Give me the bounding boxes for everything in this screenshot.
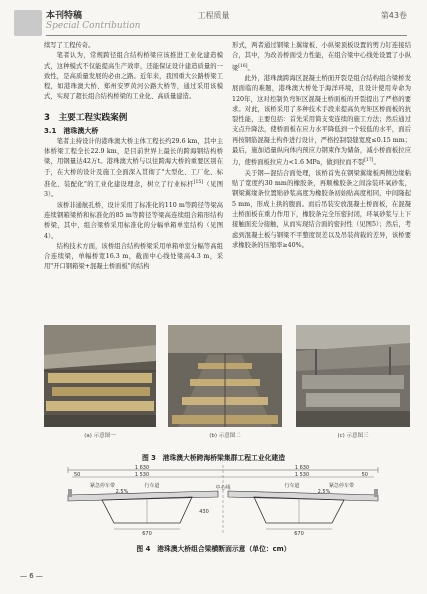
photo-b (168, 325, 282, 427)
paragraph (232, 74, 411, 169)
figure-3-caption: 图 3 港珠澳大桥跨海桥梁集群工程工业化建造 (141, 454, 286, 462)
section-heading: 3 主要工程实践案例 (44, 112, 128, 123)
issue-label: 第43卷 (380, 11, 407, 20)
citation[interactable]: [17] (364, 158, 374, 164)
subcaption-a: (a) 示意图一 (84, 433, 116, 439)
slope-right: 2.5% (317, 489, 331, 495)
subsection-heading: 3.1 港珠澳大桥 (44, 126, 99, 135)
paragraph-text: 笔者主持设计的港珠澳大桥主体工程长约29.6 km，其中主体桥梁工程全长22.9 km，是目前世界上最长的跨海钢结构桥梁，用钢量达42万t。港珠澳大桥与以往跨海大桥的重要区别在于，在大桥的设计及施工全面深入贯彻了"大型化、工厂化、标准化、装配化"的工业化建设理念，树立了行业标杆 (44, 137, 223, 189)
dim-top-right: 1 630 (294, 465, 310, 471)
lane-right: 行车道 (284, 483, 300, 489)
dim-height: 430 (199, 509, 209, 515)
column-name-en: Special Contribution (46, 21, 141, 31)
factory-interior-photo (44, 325, 156, 427)
paragraph-text: 。 (373, 159, 380, 167)
figure-4-caption: 图 4 港珠澳大桥组合梁横断面示意（单位：cm） (136, 545, 291, 553)
dim-top-left: 1 630 (134, 465, 150, 471)
cross-section-diagram (62, 465, 384, 537)
figure-3 (44, 325, 410, 445)
paragraph (44, 137, 223, 201)
paragraph: 该桥非通航孔桥，设计采用了标准化的110 m等跨径等梁高连续钢箱梁桥和标准化的85 m等跨径等梁高连续组合箱形结构桥梁，其中，组合梁桥采用标准化的分幅单箱单室结构（见图4）。 (44, 201, 223, 240)
girder-yard-photo (296, 325, 410, 427)
figure-4 (62, 465, 384, 537)
assembly-line-photo (168, 325, 282, 427)
column-name: 本刊特稿 (46, 11, 83, 21)
dim-guard-left: 50 (74, 472, 81, 478)
paragraph: 关于钢—混结合面处理，该桥首先在钢梁翼缘板两侧边缘粘贴了宽度约30 mm的橡胶条，再顺橡胶条之间涂装环氧砂浆，钢梁翼缘条位置贴砂浆高度为橡胶条初始贴高度相同，中间隆起5 mm，形成上拱的腹面。而后吊装安放混凝土桥面板，在混凝土桥面板在重力作用下，橡胶条完全压密封闭，环氧砂浆与上下接触面充分接触，从而实现结合面的密封性（见图5）；然后，考虑到混凝土板与钢梁不平整度误差以及吊装荷载的差异，该桥要求橡胶条的压缩率≥40%。 (232, 169, 411, 249)
citation[interactable]: [15] (193, 179, 204, 185)
dim-mid-right: 1 530 (294, 472, 310, 478)
paragraph: 结构技术方面，该桥组合结构桥梁采用单箱单室分幅等高组合连续梁，单幅桥宽16.3 m，截面中心线处梁高4.3 m，采用"开口钢箱梁+混凝土桥面板"的结构 (44, 242, 223, 271)
paragraph-text: （见图3）。 (44, 181, 223, 199)
dim-guard-right: 50 (361, 472, 368, 478)
slope-left: 2.5% (115, 489, 129, 495)
right-column (232, 41, 411, 251)
journal-title: 工程质量 (197, 11, 230, 20)
paragraph: 续写了工程传奇。 (44, 42, 95, 49)
left-column (44, 41, 223, 273)
paragraph: 笔者认为，常规跨径组合结构桥梁应该推进工业化建造模式，这种模式不仅能提高生产效率，还能保证设计建造质量的一致性，是高质量发展的必由之路。近年来，我国重大公路桥梁工程，如港珠澳大桥、郑州安罗黄河公路大桥等，通过采用该模式，实现了超长组合结构桥梁的工业化、高质量建造。 (44, 52, 223, 101)
dim-bottom-left: 670 (142, 531, 152, 537)
page-number: — 6 — (20, 572, 43, 580)
emergency-lane-right: 紧急停车带 (328, 483, 354, 489)
photo-c (296, 325, 410, 427)
paragraph (232, 41, 411, 74)
subcaption-b: (b) 示意图二 (209, 433, 241, 439)
paragraph-text: 。 (247, 64, 254, 72)
dim-mid-left: 1 530 (134, 472, 150, 478)
dim-bottom-right: 670 (294, 531, 304, 537)
paragraph-text: 形式，两者通过钢梁上翼缘板、小纵梁顶板设置的剪力钉连接结合，其中，为改善桥面受力性能，在组合梁中心线处设置了小纵梁 (232, 42, 411, 72)
emergency-lane-left: 紧急停车带 (90, 483, 116, 489)
citation[interactable]: [16] (238, 63, 248, 69)
lane-left: 行车道 (144, 483, 160, 489)
header-rule (46, 35, 407, 36)
photo-a (44, 325, 156, 427)
centerline-label: 中心线 (215, 485, 231, 491)
paragraph-text: 此外，港珠澳跨海区混凝土桥面开裂是组合结构组合梁桥发展面临的难题，港珠澳大桥处于海洋环境，且设计使用寿命为120年，这对控制负弯矩区混凝土桥面板的开裂提出了严格的要求。对此，该桥采用了多种技术手段来提高负弯矩区桥面板的抗裂性能，主要包括：首先采用简支变连续的施工方法；然后通过支点升降法，使桥面板在应力水平降低到一个较低的水平，面后再按钢筋混凝土构件进行设计，严格控制裂缝宽度≤0.15 mm；最后，施加适量纵向体内预应力钢束作为储备，减小桥面板拉应力，使桥面板拉应力<1.6 MPa，做到拉而不裂 (232, 74, 411, 167)
subcaption-c: (c) 示意图三 (337, 433, 369, 439)
